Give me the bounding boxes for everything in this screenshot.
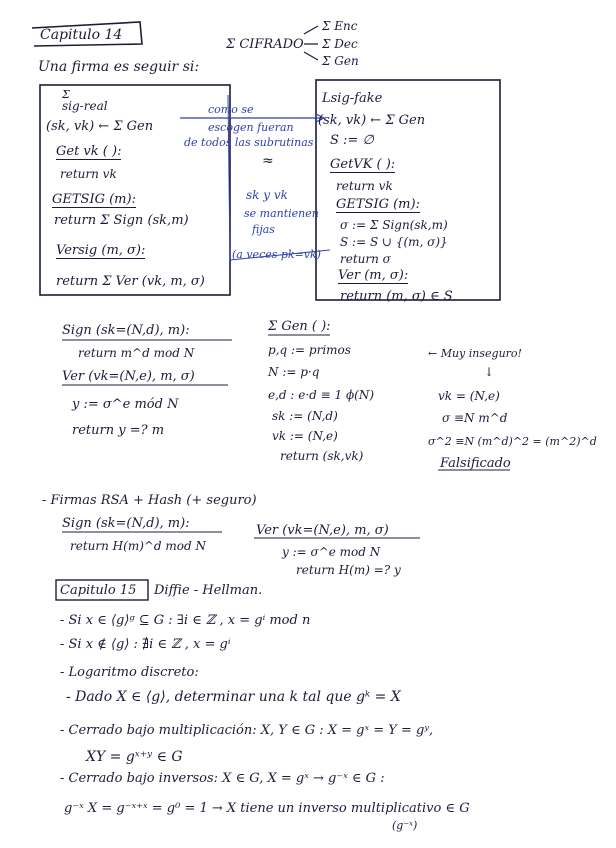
rsa-gen-vk: vk := (N,e) <box>272 429 338 443</box>
real-return-ver: return Σ Ver (vk, m, σ) <box>56 274 205 289</box>
chapter15-title: Diffie - Hellman. <box>154 583 263 598</box>
fake-title: Lsig-fake <box>322 91 383 106</box>
rsa-hash-sign-header: Sign (sk=(N,d), m): <box>62 516 190 531</box>
rsa-ver-return: return y =? m <box>72 423 165 438</box>
attack-vk: vk = (N,e) <box>438 389 500 403</box>
real-getvk: Get vk ( ): <box>56 144 122 159</box>
gen-label: Σ Gen <box>322 54 359 68</box>
rsa-gen-sk: sk := (N,d) <box>272 409 338 423</box>
note-sk-vk: sk y vk <box>246 188 288 202</box>
fake-return-vk: return vk <box>336 179 393 193</box>
fake-getvk: GetVK ( ): <box>330 157 396 172</box>
rsa-sign-header: Sign (sk=(N,d), m): <box>62 323 190 338</box>
rsa-gen-header: Σ Gen ( ): <box>268 319 331 334</box>
rsa-ver-y: y := σ^e mód N <box>72 397 179 412</box>
real-getsig: GETSIG (m): <box>52 192 136 207</box>
fake-ver: Ver (m, σ): <box>338 268 409 283</box>
rsa-hash-ver-header: Ver (vk=(N,e), m, σ) <box>256 523 389 538</box>
rsa-gen-ed: e,d : e·d ≡ 1 ϕ(N) <box>268 388 375 402</box>
note-de-todos: de todos las subrutinas <box>184 136 314 149</box>
note-a-veces: (a veces pk=vk) <box>232 248 321 261</box>
note-fijas: fijas <box>252 223 275 236</box>
chapter14-heading: Capitulo 14 <box>40 27 123 43</box>
real-sigma: Σ <box>62 88 70 101</box>
muy-inseguro-note: ← Muy inseguro! <box>428 347 522 360</box>
dec-label: Σ Dec <box>322 37 358 51</box>
inv-title: - Cerrado bajo inversos: X ∈ G, X = gˣ → g⁻ˣ ∈ G : <box>60 771 385 786</box>
fake-sigma-assign: σ := Σ Sign(sk,m) <box>340 218 448 232</box>
fake-getsig: GETSIG (m): <box>336 197 420 212</box>
fake-return-sigma: return σ <box>340 252 391 266</box>
falsificado-label: Falsificado <box>440 456 511 471</box>
log-def: - Dado X ∈ ⟨g⟩, determinar una k tal que gᵏ = X <box>66 689 401 705</box>
log-title: - Logaritmo discreto: <box>60 665 199 680</box>
mult-title: - Cerrado bajo multiplicación: X, Y ∈ G : X = gˣ = Y = gʸ, <box>60 723 434 738</box>
cifrado-label: Σ CIFRADO <box>226 37 304 52</box>
attack-sigma-pow: σ^2 ≡N (m^d)^2 = (m^2)^d <box>428 435 597 448</box>
enc-label: Σ Enc <box>322 19 358 33</box>
ch15-line1: - Si x ∈ ⟨g⟩ᵍ ⊆ G : ∃i ∈ ℤ , x = gⁱ mod n <box>60 613 311 628</box>
rsa-hash-title: - Firmas RSA + Hash (+ seguro) <box>42 493 257 508</box>
real-title: sig-real <box>62 99 108 113</box>
rsa-gen-pq: p,q := primos <box>268 343 351 357</box>
rsa-hash-sign-return: return H(m)^d mod N <box>70 539 207 553</box>
rsa-gen-return: return (sk,vk) <box>280 449 364 463</box>
rsa-hash-ver-y: y := σ^e mod N <box>282 545 381 559</box>
arrow-down-icon: ↓ <box>484 365 495 379</box>
rsa-hash-ver-return: return H(m) =? y <box>296 563 401 577</box>
attack-sigma: σ ≡N m^d <box>442 411 508 425</box>
fake-return-in-s: return (m, σ) ∈ S <box>340 289 453 304</box>
rsa-gen-n: N := p·q <box>268 365 320 379</box>
rsa-ver-header: Ver (vk=(N,e), m, σ) <box>62 369 195 384</box>
fake-set-s: S := ∅ <box>330 133 374 148</box>
fake-keygen: (sk, vk) ← Σ Gen <box>318 113 426 128</box>
note-se-mantienen: se mantienen <box>244 207 319 220</box>
real-keygen: (sk, vk) ← Σ Gen <box>46 119 154 134</box>
mult-eq: XY = gˣ⁺ʸ ∈ G <box>86 749 183 765</box>
inv-eq: g⁻ˣ X = g⁻ˣ⁺ˣ = g⁰ = 1 → X tiene un inverso multiplicativo ∈ G <box>64 801 470 816</box>
rsa-sign-return: return m^d mod N <box>78 346 195 360</box>
real-versig: Versig (m, σ): <box>56 243 146 258</box>
fake-s-update: S := S ∪ {(m, σ)} <box>340 235 448 249</box>
inv-paren: (g⁻ˣ) <box>392 819 418 832</box>
note-como-se: como se <box>208 103 254 116</box>
equiv-symbol: ≈ <box>262 153 274 169</box>
note-escogen: escogen fueran <box>208 121 294 134</box>
ch15-line2: - Si x ∉ ⟨g⟩ : ∄i ∈ ℤ , x = gⁱ <box>60 637 231 652</box>
intro-text: Una firma es seguir si: <box>38 59 200 75</box>
real-return-sign: return Σ Sign (sk,m) <box>54 213 189 228</box>
chapter15-label: Capitulo 15 <box>60 583 137 598</box>
real-return-vk: return vk <box>60 167 117 181</box>
